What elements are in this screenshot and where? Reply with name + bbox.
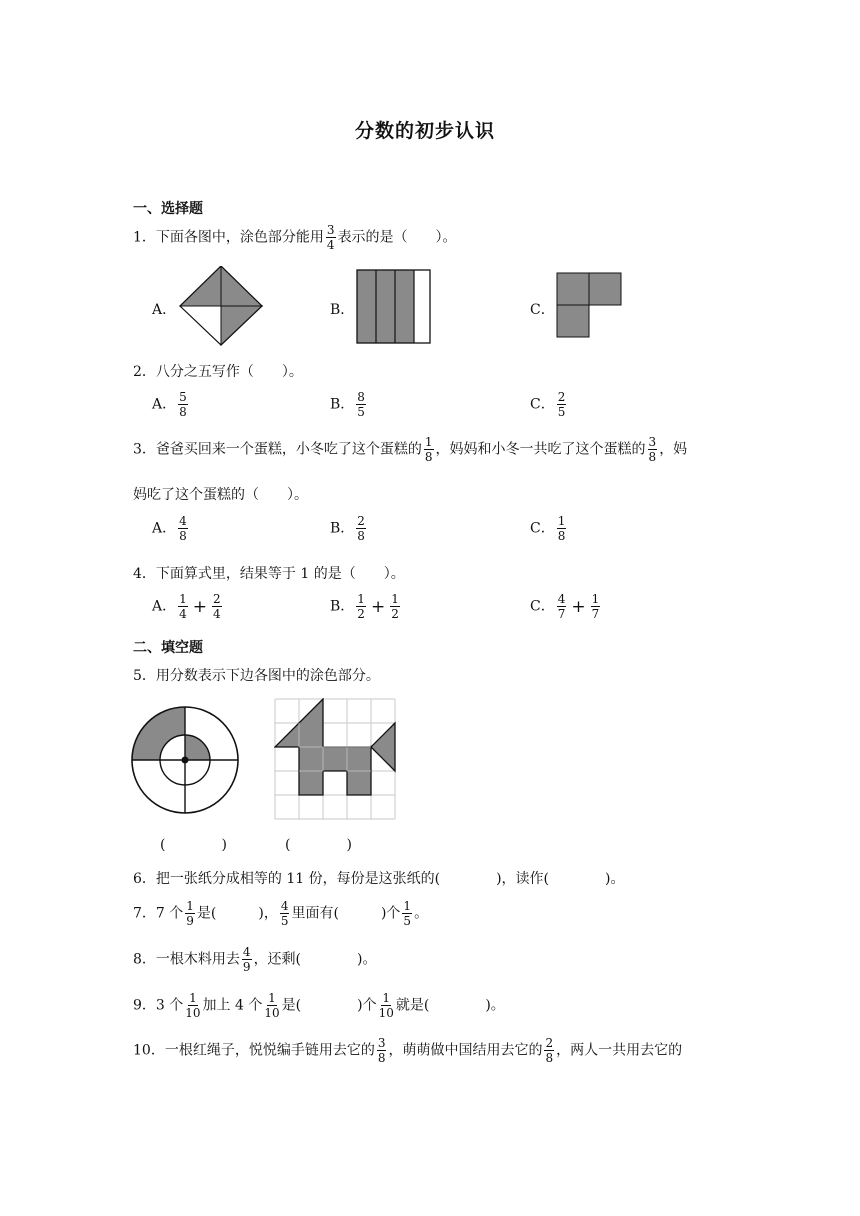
- question-10: 10．一根红绳子，悦悦编手链用去它的 $\frac{3}{8}$ ，萌萌做中国结用去它的 $\frac{2}{8}$ ，两人一共用去它的: [133, 1036, 683, 1065]
- question-3: 3．爸爸买回来一个蛋糕，小冬吃了这个蛋糕的 $\frac{1}{8}$ ，妈妈和小冬一共吃了这个蛋糕的 $\frac{3}{8}$ ，妈: [133, 435, 688, 464]
- q4-option-a: A． $\frac{1}{4}$ + $\frac{2}{4}$: [152, 592, 221, 621]
- question-5: 5．用分数表示下边各图中的涂色部分。: [133, 668, 380, 684]
- q2-option-b: B． $\frac{8}{5}$: [330, 390, 365, 419]
- q2-option-a: A． $\frac{5}{8}$: [152, 390, 187, 419]
- section-heading-choice: 一、选择题: [133, 201, 203, 217]
- question-4: 4．下面算式里，结果等于 1 的是（ ）。: [133, 566, 405, 582]
- q1-option-a-label: A．: [152, 302, 177, 318]
- q1-diamond-figure: [178, 266, 264, 346]
- question-2: 2．八分之五写作（ ）。: [133, 364, 303, 380]
- q1-fraction: $\frac{3}{4}$: [326, 223, 335, 252]
- q3-fraction-2: $\frac{3}{8}$: [648, 435, 657, 464]
- question-6: 6．把一张纸分成相等的 11 份，每份是这张纸的( )，读作( )。: [133, 871, 625, 887]
- q4-option-b: B． $\frac{1}{2}$ + $\frac{1}{2}$: [330, 592, 399, 621]
- question-9: 9．3 个 $\frac{1}{10}$ 加上 4 个 $\frac{1}{10}$ 是( )个 $\frac{1}{10}$ 就是( )。: [133, 991, 505, 1020]
- q5-answer-blank-2[interactable]: ( ): [285, 837, 352, 853]
- q5-answer-blank-1[interactable]: ( ): [160, 837, 227, 853]
- q2-option-c: C． $\frac{2}{5}$: [530, 390, 566, 419]
- q3-option-a: A． $\frac{4}{8}$: [152, 514, 187, 543]
- q3-fraction-1: $\frac{1}{8}$: [424, 435, 433, 464]
- question-7: 7．7 个 $\frac{1}{9}$ 是( )， $\frac{4}{5}$ 里面有( )个 $\frac{1}{5}$ 。: [133, 899, 429, 928]
- q1-l-shape-figure: [556, 272, 624, 340]
- q1-option-b-label: B．: [330, 302, 355, 318]
- q1-text-end: 表示的是（ ）。: [337, 229, 457, 246]
- q5-grid-figure: [274, 698, 396, 820]
- q5-circle-figure: [130, 705, 240, 815]
- q2-option-b-fraction: $\frac{8}{5}$: [357, 390, 365, 419]
- q3-option-c: C． $\frac{1}{8}$: [530, 514, 566, 543]
- question-8: 8．一根木料用去 $\frac{4}{9}$ ，还剩( )。: [133, 945, 377, 974]
- section-heading-fill: 二、填空题: [133, 640, 203, 656]
- q1-bars-figure: [356, 269, 432, 345]
- q1-text: 1．下面各图中，涂色部分能用: [133, 229, 324, 246]
- page-title: 分数的初步认识: [355, 120, 496, 142]
- question-3-line-2: 妈吃了这个蛋糕的（ ）。: [133, 487, 308, 503]
- q2-option-a-fraction: $\frac{5}{8}$: [179, 390, 187, 419]
- q4-option-c: C． $\frac{4}{7}$ + $\frac{1}{7}$: [530, 592, 600, 621]
- q2-option-c-fraction: $\frac{2}{5}$: [557, 390, 566, 419]
- q1-option-c-label: C．: [530, 302, 555, 318]
- q3-option-b: B． $\frac{2}{8}$: [330, 514, 365, 543]
- question-1: [133, 224, 457, 251]
